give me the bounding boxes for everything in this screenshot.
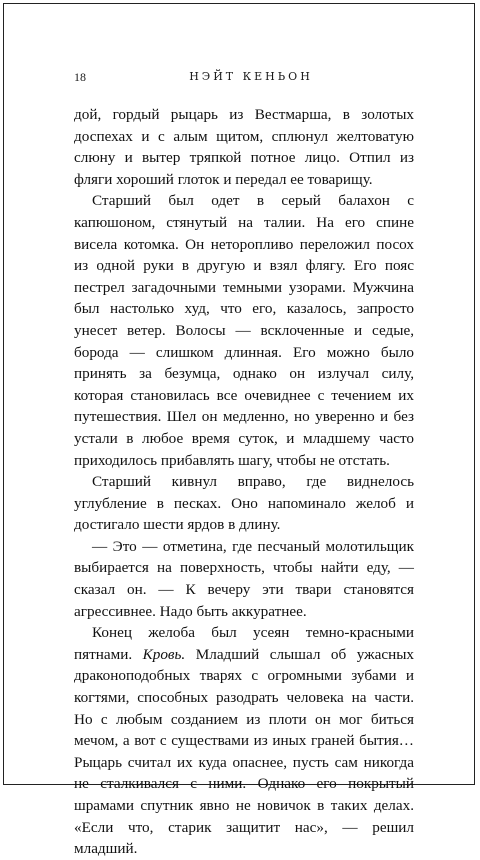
- paragraph-3: Старший кивнул вправо, где виднелось углубление в песках. Оно напоминало желоб и достигало шести ярдов в длину.: [74, 473, 414, 534]
- paragraph-1: дой, гордый рыцарь из Вестмарша, в золотых доспехах и с алым щитом, сплюнул желтоватую слюну и вытер тряпкой потное лицо. Отпил из фляги хороший глоток и передал ее товарищу.: [74, 106, 414, 188]
- paragraph-4: — Это — отметина, где песчаный молотильщик выбирается на поверхность, чтобы найти еду, — сказал он. — К вечеру эти твари становятся агрессивнее. Надо быть аккуратнее.: [74, 537, 414, 620]
- book-page: [3, 3, 475, 858]
- paragraph-5: [74, 622, 414, 860]
- page-number: 18: [74, 70, 86, 84]
- paragraph-2: Старший был одет в серый балахон с капюшоном, стянутый на талии. На его спине висела котомка. Он неторопливо переложил посох из одной руки в другую и взял флягу. Его пояс пестрел загадочными темными узорами. Мужчина был настолько худ, что его, казалось, запросто унесет ветер. Волосы — всклоченные и седые, борода — слишком длинная. Его можно было принять за безумца, однако он излучал силу, которая становилась все очевиднее с течением их путешествия. Шел он медленно, но уверенно и без устали в любое время суток, и младшему часто приходилось прибавлять шагу, чтобы не отстать.: [74, 192, 414, 469]
- running-header: [74, 70, 404, 86]
- paragraph-5-rest: Младший слышал об ужасных драконоподобных тварях с огромными зубами и когтями, способных разодрать человека на части. Но с любым созданием из плоти он мог биться мечом, а вот с существами из иных граней бытия… Рыцарь считал их куда опаснее, пусть сам никогда не сталкивался с ними. Однако его покрытый шрамами спутник явно не новичок в таких делах. «Если что, старик защитит нас», — решил младший.: [74, 645, 415, 858]
- book-author: НЭЙТ КЕНЬОН: [189, 70, 313, 83]
- emphasis-word: Кровь.: [142, 645, 186, 663]
- paragraph-5-start: Конец желоба был усеян темно-красными пятнами.: [74, 624, 414, 663]
- page-text: [74, 104, 414, 860]
